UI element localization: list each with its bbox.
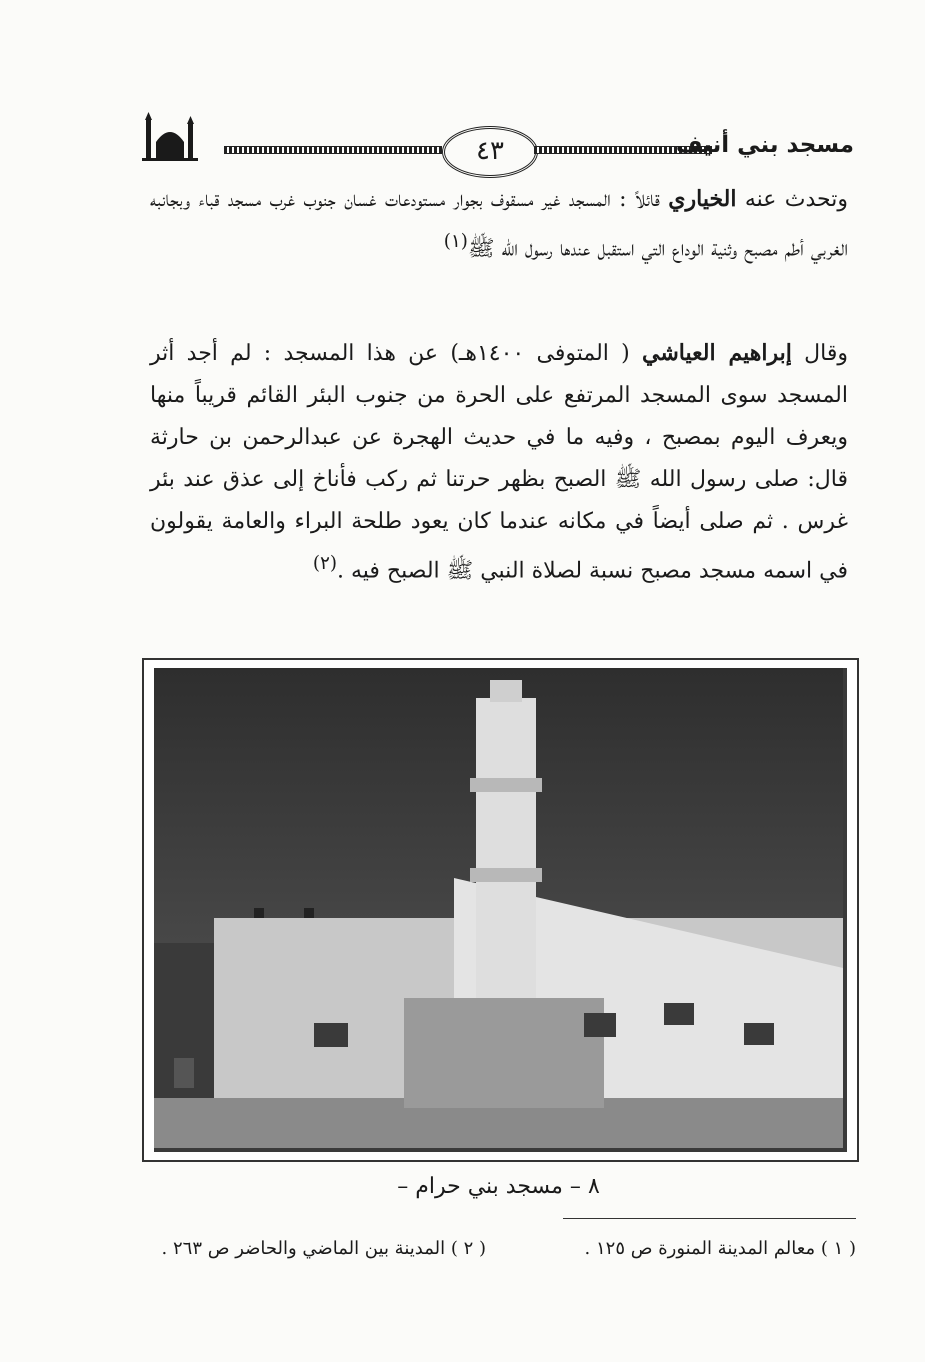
page-title: مسجد بني أنيف bbox=[675, 132, 854, 158]
page-header bbox=[138, 112, 854, 172]
mosque-ornament-icon bbox=[140, 112, 200, 162]
footnote-ref: (١) bbox=[443, 231, 468, 252]
paragraph-ayyashi bbox=[150, 332, 848, 592]
footnote-2: ( ٢ ) المدينة بين الماضي والحاضر ص ٢٦٣ . bbox=[161, 1238, 486, 1259]
footnote-ref: (٢) bbox=[312, 553, 337, 574]
author-name: إبراهيم العياشي bbox=[642, 340, 792, 366]
author-name: الخياري bbox=[668, 186, 737, 212]
paragraph-lead: وقال bbox=[791, 341, 848, 366]
header-ornament-left bbox=[224, 146, 442, 154]
mosque-photo bbox=[142, 658, 859, 1162]
photo-caption: ٨ – مسجد بني حرام – bbox=[397, 1174, 600, 1199]
paragraph-text: ( المتوفى ١٤٠٠هـ) عن هذا المسجد : لم أجد أثر المسجد سوى المسجد المرتفع على الحرة من جنوب البئر القائم قريباً منها ويعرف اليوم بمصبح ، وفيه ما في حديث الهجرة عن عبدالرحمن بن حارثة قال: صلى رسول الله ﷺ الصبح بظهر حرتنا ثم ركب فأناخ إلى عذق عند بئر غرس . ثم صلى أيضاً في مكانه عندما كان يعود طلحة البراء والعامة يقولون في اسمه مسجد مصبح نسبة لصلاة النبي ﷺ الصبح فيه . bbox=[150, 341, 848, 584]
mosque-illustration bbox=[154, 668, 843, 1148]
page-number: ٤٣ bbox=[442, 126, 538, 178]
paragraph-text: قائلاً : المسجد غير مسقوف بجوار مستودعات غسان جنوب غرب مسجد قباء وبجانبه الغربي أطم مصبح وثنية الوداع التي استقبل عندها رسول الله ﷺ bbox=[150, 187, 848, 262]
footnote-divider bbox=[563, 1218, 856, 1219]
photo-image bbox=[154, 668, 847, 1152]
footnote-1: ( ١ ) معالم المدينة المنورة ص ١٢٥ . bbox=[584, 1238, 856, 1259]
paragraph-lead: وتحدث عنه bbox=[736, 187, 848, 212]
paragraph-khiyari bbox=[150, 178, 848, 270]
